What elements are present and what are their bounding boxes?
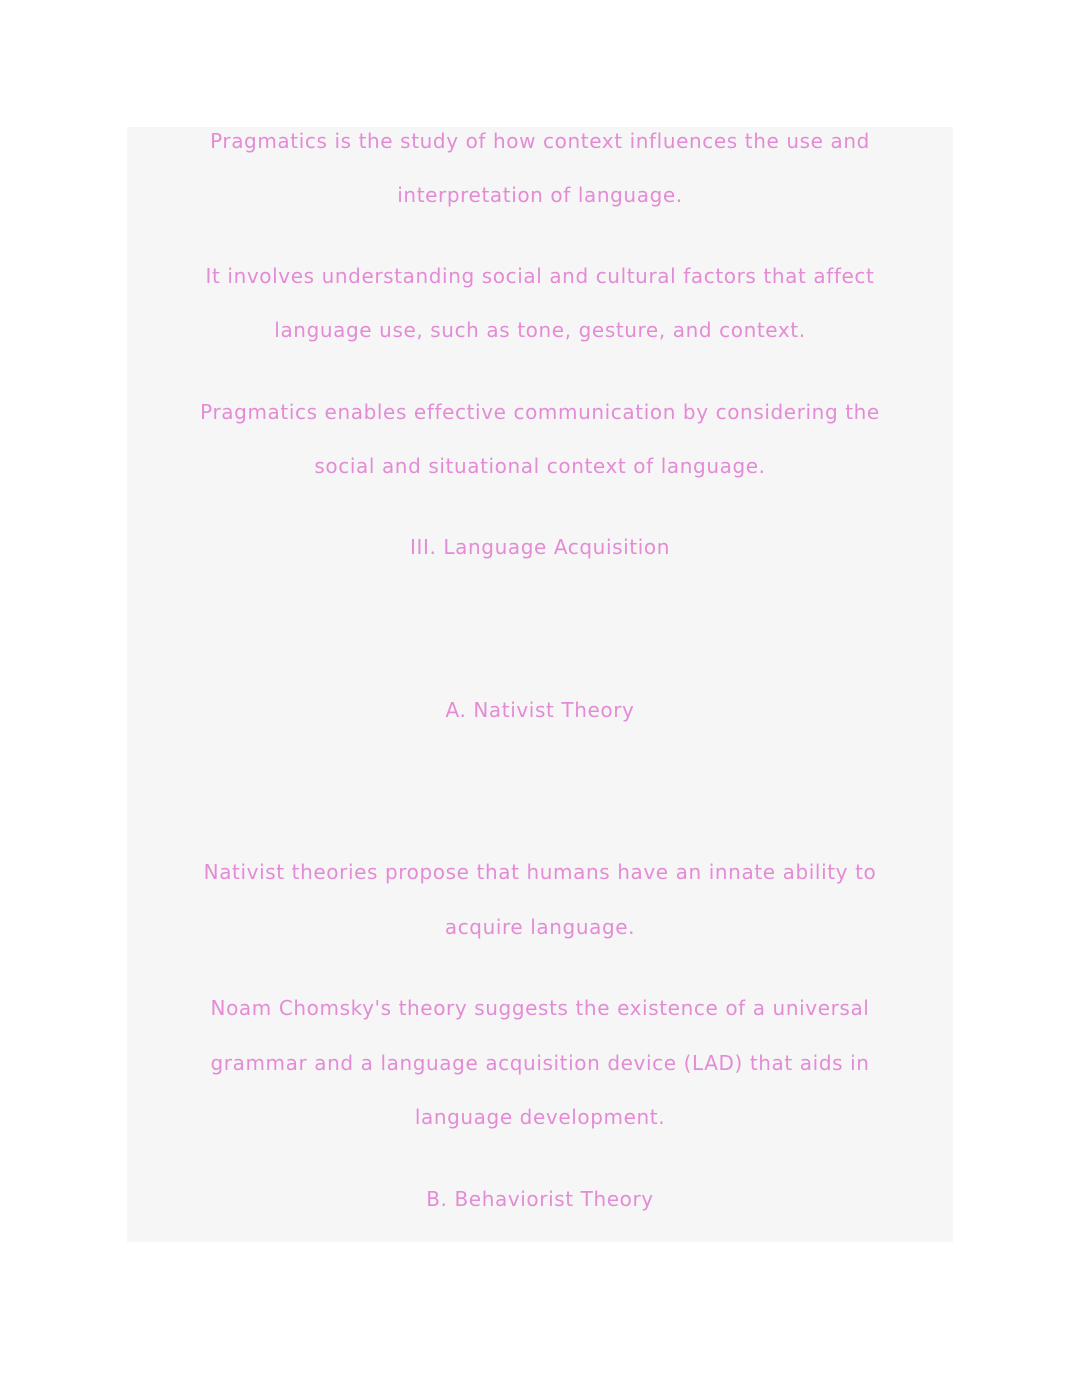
paragraph-chomsky-line-1: Noam Chomsky's theory suggests the existence of a universal [210, 996, 870, 1020]
heading-behaviorist-theory: B. Behaviorist Theory [426, 1187, 654, 1211]
heading-nativist-theory: A. Nativist Theory [445, 698, 635, 722]
paragraph-chomsky-line-3: language development. [414, 1105, 666, 1129]
paragraph-effective-communication-line-1: Pragmatics enables effective communication by considering the [200, 400, 880, 424]
paragraph-social-factors-line-2: language use, such as tone, gesture, and context. [274, 318, 806, 342]
paragraph-nativist-theories-line-2: acquire language. [444, 915, 636, 939]
paragraph-social-factors-line-1: It involves understanding social and cultural factors that affect [205, 264, 875, 288]
heading-language-acquisition: III. Language Acquisition [409, 535, 670, 559]
document-page [127, 127, 953, 1242]
paragraph-chomsky-line-2: grammar and a language acquisition device (LAD) that aids in [210, 1051, 870, 1075]
paragraph-pragmatics-definition-line-1: Pragmatics is the study of how context influences the use and [210, 129, 870, 153]
paragraph-nativist-theories-line-1: Nativist theories propose that humans have an innate ability to [203, 860, 877, 884]
paragraph-effective-communication-line-2: social and situational context of language. [314, 454, 766, 478]
paragraph-pragmatics-definition-line-2: interpretation of language. [397, 183, 683, 207]
